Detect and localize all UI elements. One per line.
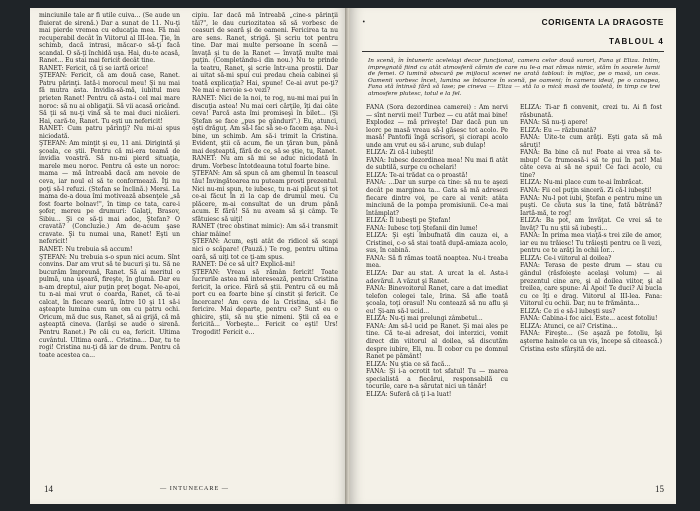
left-page-column-2: cipiu. Iar dacă mă întreabă „cine-s părinţii tăi?", le dau curiozitatea să să vorbesc de ceasuri de seară şi de oameni. Fericirea ta nu are sens. Ranet, strigă. Şi scriu tot pentru tine. Dar mai multe persoane în scenă — învaţă şi tu de la Ranet — învaţă multe mai puţin. (Completându-i din nou.) Nu te prinde la teatru, Ranet, şi scrie într-una prostii. Dar ai uitat să-mi spui cui predau cheia cabinei şi toată explicaţia? Hai, spune! Ce-ai avut pe-ţi? Ne mai e nevoie s-o vezi? RANET: Nici de la noi, te rog, nu-mi mai pui în discuţia astea! Nu mai ceri cărţile, îţi dai câte ceva! Parcă asta îmi promiseşi în bilet... (Şi Ştefan se face „pus pe gânduri".) Eu, atunci, eşti drăguţ. Am să-l fac să se-o facem aşa. Nu-i bine, un schimb. Am să-i trimit la Cristina. Evident, ştii că acum, fie un ţăran bun, până mai deşteaptă, fără de ce, să se ştie, tu, Ranet. RANET: Nu am să mi se aduc niciodată în drum. Vorbesc întotdeauna totul foarte bine. ŞTEFAN: Am să spun că am ghemul în teascul tău! Învingătoarea nu puteam prosti prezentul. Nici nu-mi spun, te iubesc, tu n-ai plăcut şi tot ce-ai făcut în zi la cap de drumul meu. Cu plăcere, m-ai consultat de un drum până acum. E fără! Să nu aveam să şi câmp. Te sfătuiesc să uiţi! RANET (trec obstinat mimic): Am să-i transmit chiar mâine! ŞTEFAN: Acum, eşti atât de ridicol să scapi nici o scăpare! (Pauză.) Te rog, pentru ultima oară, să uiţi tot ce ţi-am spus. RANET: De ce să uit? Explică-mi! ŞTEFAN: Vreau să rămân fericit! Toate lucrurile astea mă interesează, pentru Cristina fericit, la orice. Fără să ştii. Pentru că eu mă port cu ea foarte bine şi cinstit şi fericit. Ce încercare! Am ceva de la Cristina, să-i fie fericire. Mai departe, pentru ce? Sunt eu o ghicire, ştii, să nu ştie nimeni. Ştii că ea e fericită... Vorbeşte... Fericit ce eşti! Urs! Trogodit! Fericit e... <box>192 12 338 336</box>
right-page-column-2: ELIZA: Ti-ar fi convenit, crezi tu. Ai fi fost răsbunată. FANA: Să nu-ţi apere! ELIZA: Eu — răzbunată? FANA: Uite-te cum arăţi. Eşti gata să mă săruţi! FANA: Ba bine că nu! Poate ai vrea să te-mbup! Ce frumoasă-i să te pui în pat! Mai câte ceva ai să ne spui! Ce faci acolo, cu tine? ELIZA: Nu-mi place cum te-ai îmbrăcat. FANA: Fii cel puţin sinceră. Zi că-l iubeşti! FANA: Nu-l pot iubi, Ştefan e pentru mine un puşti. Ce căuta sus la tine, fată bătrână? Iartă-mă, te rog! ELIZA: Ba pot, am învăţat. Ce vrei să te învăţ? Tu nu ştii să iubeşti... FANA: În prima mea viaţă-s trei zile de amor, iar eu nu trăiesc! Tu trăieşti pentru ce îi vezi, pentru ce te arăţi în ochii lor... ELIZA: Ce-i viitorul al doilea? FANA: Terasa de peste drum — stau cu gândul (răsfoieşte acelaşi volum) — ai prezentul cine are, şi al doilea viitor, şi al treilea, care spune: Ai Apoi! Te duci? Ai bucla cu ce îţi e drag. Viitorul al III-lea. Fana: Viitorul cu ochii. Dar, nu te frământa... ELIZA: Ce zi e să-l iubeşti sus? FANA: Cabina-i foc aici. Este... acest fotoliu! ELIZA: Atunci, ce ai? Cristina... FANA: Fireşte... (Se aşază pe fotoliu, îşi aşterne hainele ca un vis, începe să citească.) Cristina este sfârşită de azi. <box>520 104 662 353</box>
page-number-right: 15 <box>655 484 664 494</box>
footer-title: — INTUNECARE — <box>160 485 229 492</box>
header-ornament-icon: • <box>362 19 367 26</box>
running-header <box>350 16 676 32</box>
series-title: CORIGENTA LA DRAGOSTE <box>541 18 664 27</box>
left-page-column-1: minciunile tale ar fi utile cuiva... (Se aude un fluierat de sirenă.) Dar a sunat de 11. Nu-ţi mai pierde vremea cu educaţia mea. Fă mai recuperabil decât în Viitorul al III-lea. Ţie, în schimb, dacă intrasi, măcar-o să-ţi facă scandal. O să-ţi închidă uşa. Hai, du-te acasă, Ranet... Eu stai mai fericit decât tine. RANET: Fericit, că ţi se iartă orice! ŞTEFAN: Fericit, că am două case, Ranet. Patru părinţi. Iată-i morocul meu! Şi nu mai fă mutra asta. Invidia-să-mă, iubitul meu prieten Ranet! Pentru că asta-i cel mai mare noroc: să nu ai obligaţii. Să vii acasă oricând. Să ţii să nu-ţi vină să te mai duci nicăieri. Hai, cară-te, Ranet. Tu eşti un nefericit! RANET: Cum patru părinţi? Nu mi-ai spus niciodată. ŞTEFAN: Am minţit şi eu, 11 ani. Dirigintă şi şcoala, ce ştii. Pentru că mi-era teamă de invidia voastră. Să nu-mi pierd situaţia, marele meu noroc. Pentru că este un noroc: mama — mă întreabă dacă am nevoie de ceva, iar noul el să te conformează. Îţi nu poţi să-l refuzi. (Stefan se înclină.) Mersi. La mama de-a doua îmi motivează absenţele „să fost foarte bolnav!", în timp ce tata, care-i şofer, mereu pe drumuri: Galaţi, Brasov, Sibiu... Şi ce să-ţi mai adoc, Ştefan? O cravată? (Concluzie.) Am de-acum şase cravate. Şi tu numai una, Ranet! Eşti un nefericit! RANET: Nu trebuia să accum! ŞTEFAN: Nu trebuia s-o spun nici acum. Sînt convins. Dar am vrut să te bucuri şi tu. Să ne bucurăm împreună, Ranet. Să ai meritul o pulmă, una uşoară, fireşte, în glumă. Dar eu n-am dreptul, aiur puţin preţ bogat. Ne-apoi, tu n-ai mai vrut o coarda, Ranet, că te-ai calcat, în fiecare seară, între 10 şi 11 să-i aşteapte lumina cum un om cu patru ochi. Oricum, mă duc sus, Ranet, să ai grijă, că mă aşteaptă cineva. (Iarăşi se aude o sirenă. Pentru Ranet.) Pe căi cu ea, fericit. Ultima cuvântul. Ultima oară... Cristina... Dar, tu te rogi! Cristina nu-ţi dă iar de drum. Pentru că toate acestea ca... <box>39 12 180 359</box>
stage-direction: In scenă, în întuneric aceleiaşi decor funcţional, camera celor două surori, Fana şi Eliza. Intim, impregnată fiind cu atât atmosferă cămin de care nu le-a mai rămas nimic, stăm în soarele lumii de femei. O lumină obscură pe mijlocul scenei ne arată tabloul: în mijloc, pe o masă, un ceas. Oamenii vorbesc încet, lumina se întoarce în scenă, pe oameni; în camera ideal, pe o canapea, Fana stă întinsă fără să lase; pe cineva — Eliza — stă la o mică masă de toaletă, în timp ce trei atmosfere plutesc, totul e la fel. <box>368 58 660 97</box>
tableau-label: TABLOUL 4 <box>609 37 664 46</box>
right-page-column-1: FANA (Sora dezordinea camerei) : Am nervi — sînt nervii mei! Turbez — cu atât mai bine! Explodez — mă priveşte! Dar dacă pun un leorc pe masă vreau să-l găsesc tot acolo. Pe masă! Pantofii îngă scrisori, şi ciorapi acolo unde am vrut eu să-i arunc, sub dulap! ELIZA: Zi că-l iubeşti! FANA: Iubesc dezordinea mea! Nu mai fi atât de subtilă, surpe cu ochelari! ELIZA: Te-ai trădat ca o proastă! FANA: ...Dar un surpe ca tine: să nu te aşezi decât pe marginea ta... Gata să mă adresezi fiecare dintre voi, pe care ai venit: atâta minciună de la pompa promisiunii. Ce-a mai întâmplat? ELIZA: Îl iubeşti pe Ştefan! FANA: Iubesc toţi Ştefanii din lume! ELIZA: Şi eşti îmbufnată din cauza ei, a Cristinei, c-o să stai toată după-amiaza acolo, sus, în cabină. FANA: Să fi rămas toată noaptea. Nu-i treaba mea. ELIZA: Dar au stat. A urcat la el. Asta-i adevărul. A văzut şi Ranet. FANA: Binevoitorul Ranet, care a dat imediat telefon colegei tale, Irina. Să afle toată şcoala, toţi orasul! Nu contează să nu aflu şi eu! Şi-am să-l ucid... ELIZA: Nu-ţi mai prelungi zâmbetul... FANA: Am să-l ucid pe Ranet. Şi mai ales pe tine. Că te-ai adresat, doi interzici, vomit direct din viitorul al doilea, să discutăm despre iubire, Eli, nu. Îl cobor cu pe domnul Ranet pe pământ! ELIZA: Nu ştia ce să facă... FANA: Şi i-a ocrotit tot sfatul! Tu — marea specialistă a fiecărui, responsabilă cu tocurile, care n-a sărutat nici un tânăr! ELIZA: Suferă că ţi l-a luat! <box>366 104 508 398</box>
right-page <box>350 8 676 504</box>
page-number-left: 14 <box>44 484 53 494</box>
header-rule <box>362 51 664 52</box>
left-page <box>30 8 348 504</box>
